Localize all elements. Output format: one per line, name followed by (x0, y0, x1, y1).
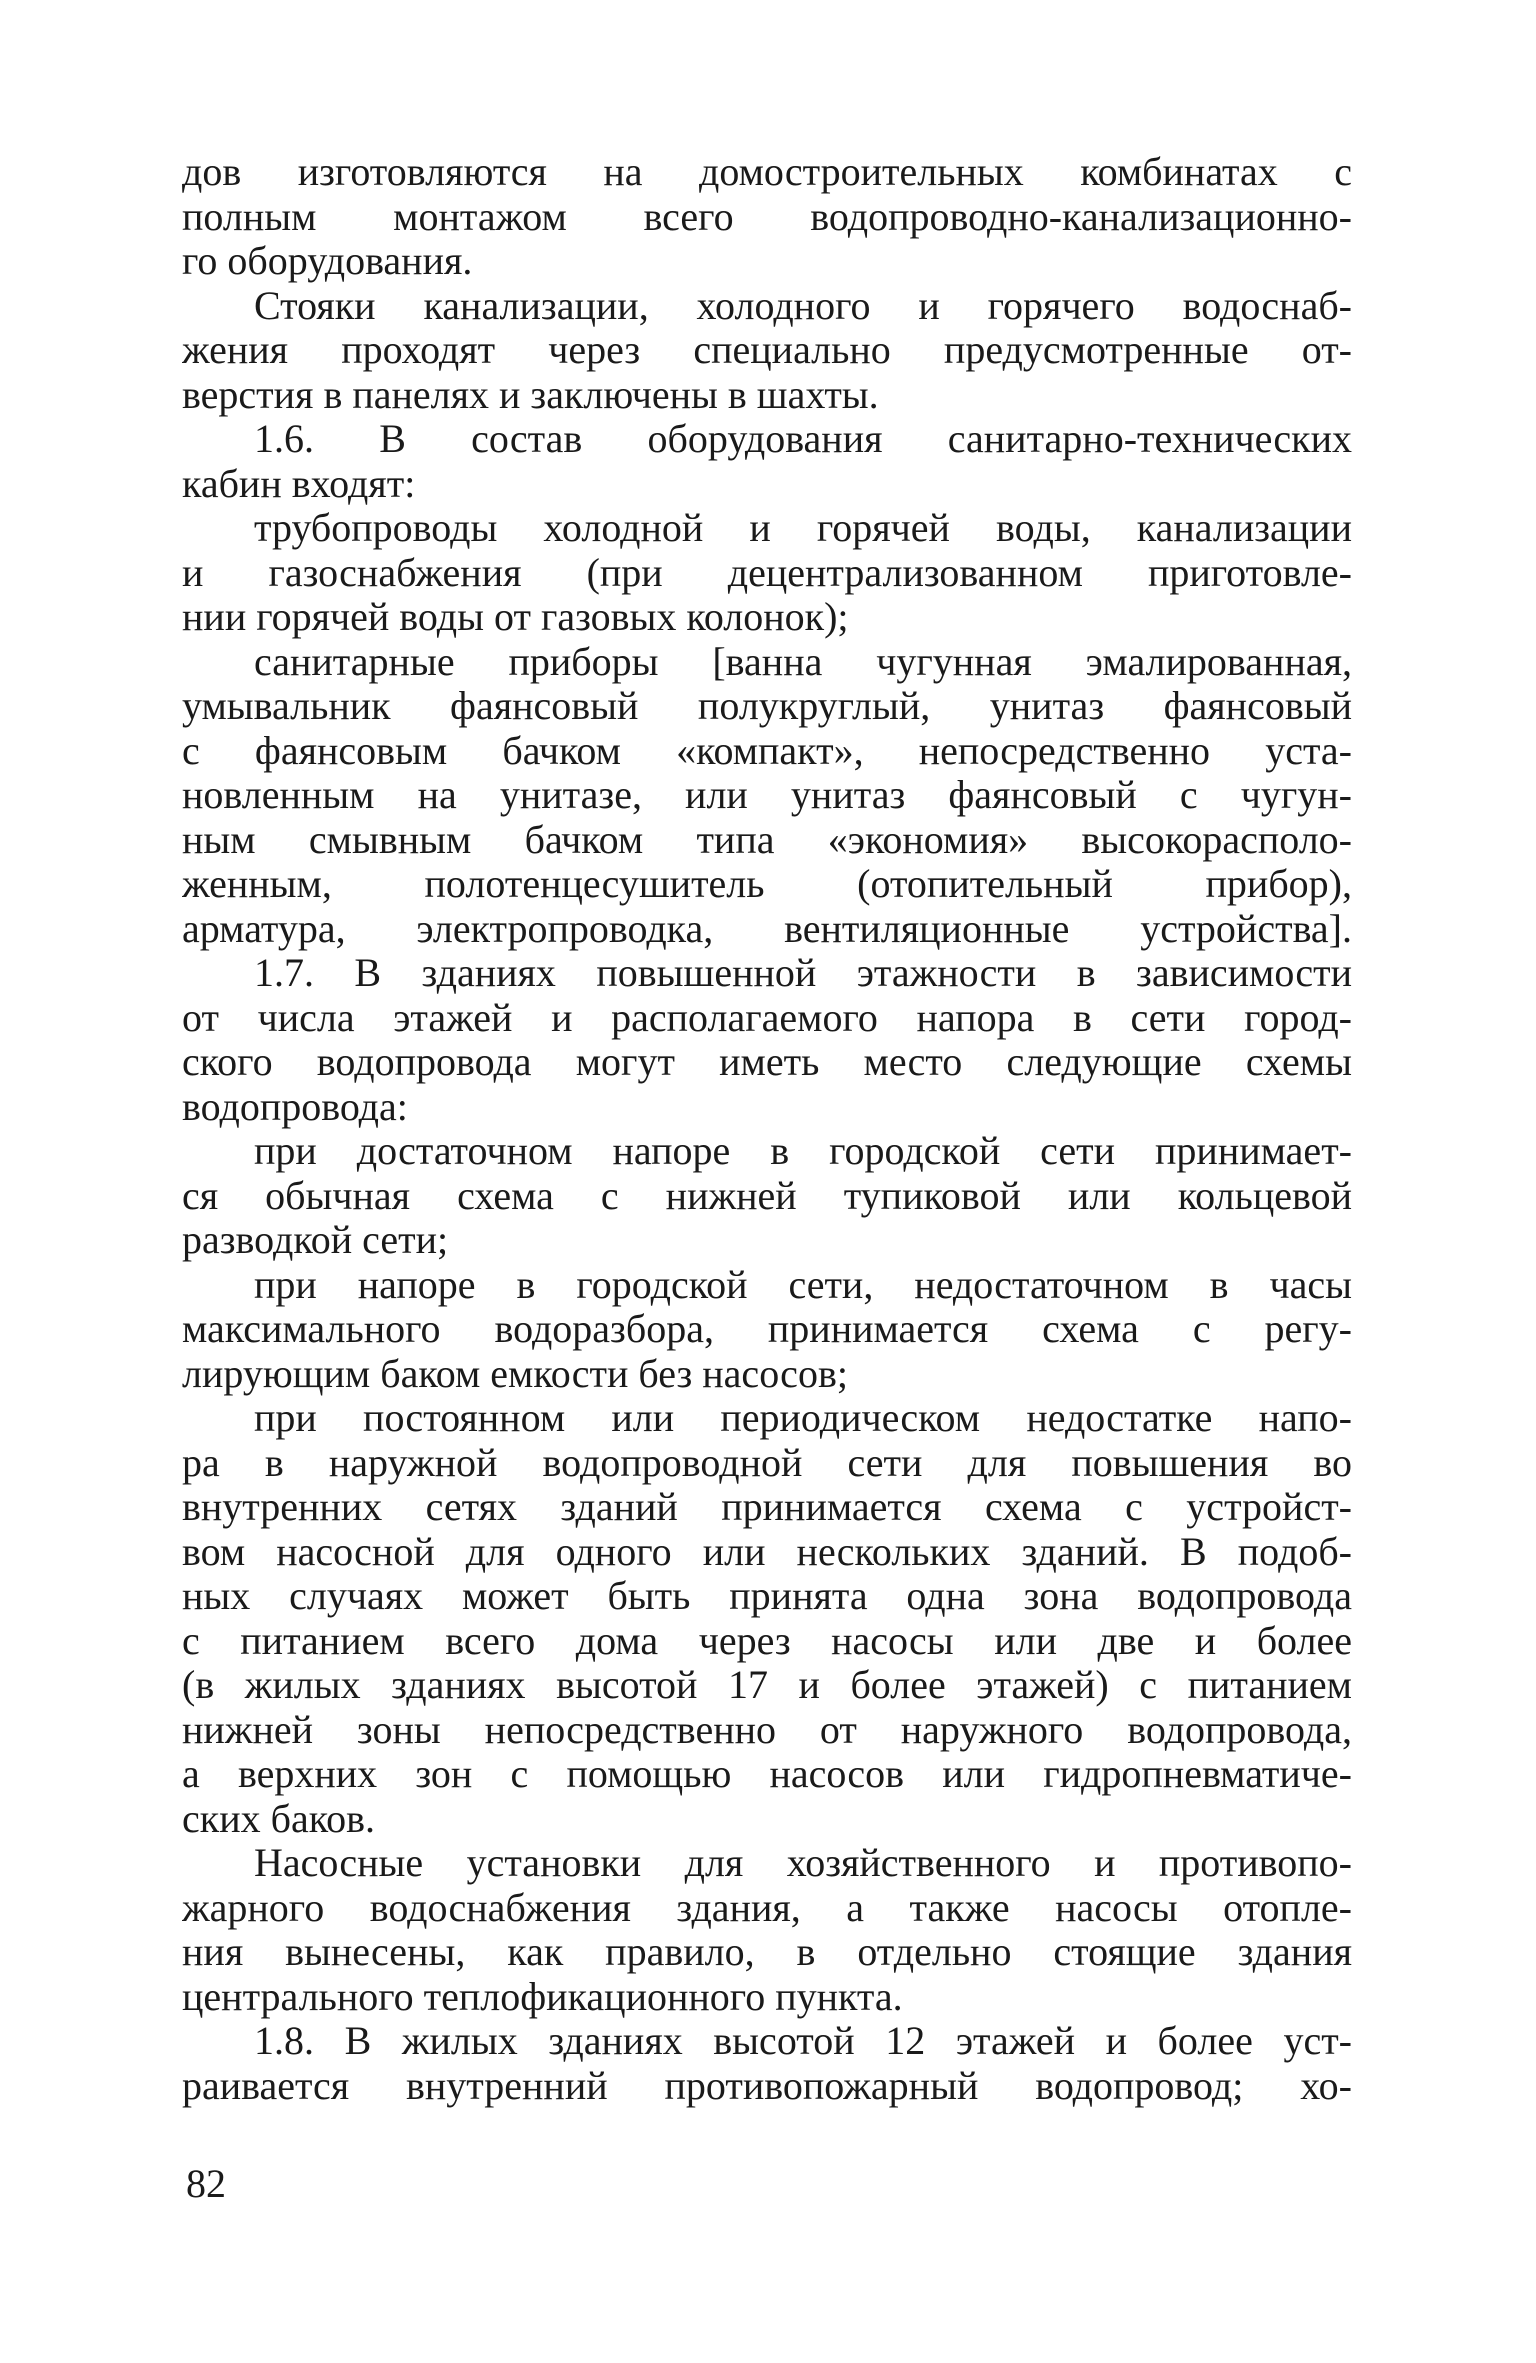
text-line: полным монтажом всего водопроводно-канализационно- (182, 194, 1352, 239)
text-line: с фаянсовым бачком «компакт», непосредственно уста- (182, 728, 1352, 773)
text-line: женным, полотенцесушитель (отопительный прибор), (182, 862, 1352, 906)
page-body (182, 150, 1352, 2108)
text-line: от числа этажей и располагаемого напора в сети город- (182, 995, 1352, 1040)
paragraph-section-1-7 (182, 951, 1352, 1129)
text-line: нижней зоны непосредственно от наружного водопровода, (182, 1707, 1352, 1752)
text-line: лирующим баком емкости без насосов; (182, 1351, 848, 1396)
page-number: 82 (186, 2161, 226, 2206)
paragraph (182, 1841, 1352, 2019)
text-line: ского водопровода могут иметь место следующие схемы (182, 1040, 1352, 1084)
text-line: центрального теплофикационного пункта. (182, 1974, 903, 2019)
paragraph-section-1-8 (182, 2019, 1352, 2108)
text-line: с питанием всего дома через насосы или две и более (182, 1618, 1352, 1663)
text-line: разводкой сети; (182, 1218, 449, 1262)
paragraph-section-1-6 (182, 417, 1352, 506)
text-line: Насосные установки для хозяйственного и противопо- (254, 1841, 1352, 1885)
text-line: вом насосной для одного или нескольких зданий. В подоб- (182, 1529, 1352, 1574)
text-line: санитарные приборы [ванна чугунная эмалированная, (254, 639, 1352, 684)
text-line: кабин входят: (182, 461, 416, 506)
paragraph (182, 640, 1352, 952)
text-line: при постоянном или периодическом недостатке напо- (254, 1396, 1352, 1440)
text-line: раивается внутренний противопожарный водопровод; хо- (182, 2063, 1352, 2108)
text-line: при напоре в городской сети, недостаточном в часы (254, 1262, 1352, 1307)
text-line: а верхних зон с помощью насосов или гидропневматиче- (182, 1752, 1352, 1796)
text-line: 1.7. В зданиях повышенной этажности в зависимости (254, 951, 1352, 995)
text-line: ным смывным бачком типа «экономия» высокорасполо- (182, 817, 1352, 862)
text-line: трубопроводы холодной и горячей воды, канализации (254, 506, 1352, 550)
paragraph (182, 506, 1352, 640)
paragraph (182, 1396, 1352, 1841)
text-line: внутренних сетях зданий принимается схема с устройст- (182, 1485, 1352, 1529)
text-line: верстия в панелях и заключены в шахты. (182, 372, 879, 417)
text-line: умывальник фаянсовый полукруглый, унитаз фаянсовый (182, 684, 1352, 728)
text-line: жарного водоснабжения здания, а также насосы отопле- (182, 1885, 1352, 1930)
text-line: ся обычная схема с нижней тупиковой или кольцевой (182, 1173, 1352, 1218)
text-line: ра в наружной водопроводной сети для повышения во (182, 1440, 1352, 1485)
text-line: и газоснабжения (при децентрализованном приготовле- (182, 550, 1352, 595)
text-line: водопровода: (182, 1084, 408, 1129)
text-line: го оборудования. (182, 239, 473, 283)
text-line: (в жилых зданиях высотой 17 и более этажей) с питанием (182, 1663, 1352, 1707)
text-line: 1.8. В жилых зданиях высотой 12 этажей и более уст- (254, 2019, 1352, 2063)
text-line: Стояки канализации, холодного и горячего водоснаб- (254, 283, 1352, 328)
paragraph (182, 1129, 1352, 1263)
text-line: максимального водоразбора, принимается схема с регу- (182, 1307, 1352, 1351)
text-line: ния вынесены, как правило, в отдельно стоящие здания (182, 1930, 1352, 1974)
text-line: жения проходят через специально предусмотренные от- (182, 328, 1352, 372)
paragraph (182, 150, 1352, 284)
text-line: новленным на унитазе, или унитаз фаянсовый с чугун- (182, 773, 1352, 817)
text-line: при достаточном напоре в городской сети принимает- (254, 1129, 1352, 1173)
text-line: ных случаях может быть принята одна зона водопровода (182, 1574, 1352, 1618)
text-line: дов изготовляются на домостроительных комбинатах с (182, 150, 1352, 194)
text-line: ских баков. (182, 1796, 375, 1841)
paragraph (182, 284, 1352, 418)
paragraph (182, 1263, 1352, 1397)
text-line: 1.6. В состав оборудования санитарно-технических (254, 417, 1352, 461)
text-line: арматура, электропроводка, вентиляционные устройства]. (182, 906, 1352, 951)
text-line: нии горячей воды от газовых колонок); (182, 595, 849, 639)
